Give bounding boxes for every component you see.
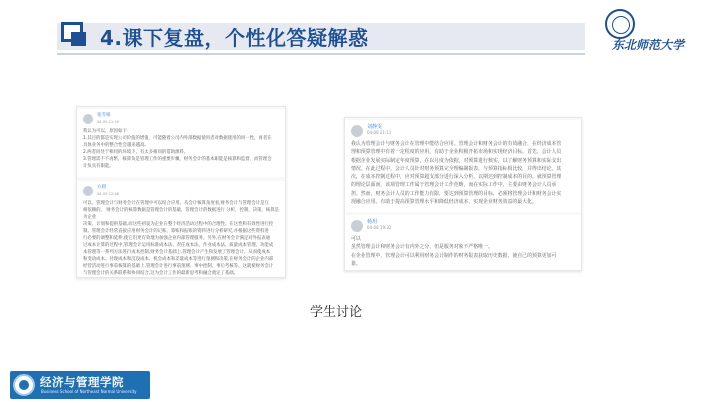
post-body: 我认为管理会计与财务会计在管理中能结合应用。管理会计和财务会计的有效融合，在经济成本管 理和预算管理中有着一定程度的应用，有助于企业积极开拓市场和实现经济目标。首先，会计人员 根据企业发展实际制定年度预算，在以月度为依据，对预算进行核实，以了解财务预算和实际支出 情况。在此过程中，会计人员针对财务预算完全理编制报表，与预算指标相比较，并得出结论。其 次，在成本控制过程中，应对预算超支部分进行深入分析，以期达到控制成本的目的。就预算管理 的理论层面而，该项管理工作属于管理会计工作范畴，而在实际工作中，主要由财务会计人员承 担。然而，财务会计人员的工作能力有限，要达到预算管理的目标，必须将管理会计和财务会计实 现融合应用。有助于提高预算管理水平和降低经济成本，实现企业财务效益的最大化。	[351, 141, 562, 206]
post-author: 方圆	[97, 185, 106, 190]
post-time: 04-08 21:11	[367, 130, 392, 135]
post-body: 我认为可以，原因如下： 1.其目的都是实现公司价值的增值，可能随着公司内外部数据使用者对数据使用的同一性，再者在 具体业务中的整合性会越来越高。 2.两者同处于相同的环境下，有太多相同的借助源料。 3.管理需不不再繁，核算负是管理工作的重要步骤，财务会计的基本职能是核算和监督，而管理会 计负具有职能。	[83, 129, 272, 169]
avatar	[83, 114, 93, 124]
discussion-screenshot-left	[76, 106, 286, 278]
university-name: 东北师范大学	[612, 38, 685, 52]
post-time: 04-08 19:32	[367, 225, 392, 230]
post-author: 杨玥	[367, 219, 378, 225]
school-name-english: Business School of Northeast Normal University	[41, 389, 137, 394]
avatar	[83, 186, 93, 196]
post-time: 04-09 12:48	[97, 192, 119, 196]
school-emblem-icon	[13, 374, 35, 396]
square-bullet-icon	[61, 22, 87, 46]
school-name: 经济与管理学院	[40, 375, 124, 389]
discussion-post	[345, 215, 581, 270]
avatar	[351, 125, 363, 137]
avatar	[351, 220, 363, 232]
post-author: 刘静雯	[367, 124, 383, 130]
discussion-post	[77, 109, 285, 177]
title-divider	[57, 53, 585, 55]
discussion-post	[77, 181, 285, 277]
discussion-post	[345, 120, 581, 212]
post-body: 可以 虽然管理会计和财务会计有内外之分，但是服务对象不严格唯一。 在企业管理中，管理会计可以利用财务会计制作的财务报表获取历史数据，使自己的预算更加可 靠。	[351, 236, 557, 267]
page-title: 4.课下复盘，个性化答疑解惑	[100, 26, 369, 50]
school-logo	[10, 371, 150, 399]
caption: 学生讨论	[310, 305, 363, 320]
post-time: 04-09 11:19	[97, 120, 119, 124]
post-body: 可以，管理会计与财务会计在管理中可以结合应用。从会计核算角度看,财务会计与管理会计是互 相依赖的。 财务会计的核算数据是管理会计的基础，管理会计的数据进行 分析，控制，决策，核算是为企业 决策、计划和提供基础,而这些初衷为企业在整个经济活动过程中的合理性。在这性和有效性进行控 制。管理会计经常直接应用财务会计的记账、算账和报账的资料进行分析研究,并根据这些资料进 行必要的调整和延伸,使它们更有效地为加强企业内部管理服务。另外,在财务会计满足对外报表通 过成本计算的过程中,管理会计运用标准成本法、责任成本法、作业成本法、质量成本管理、功能成 本管理等一系列方法进行成本控制,财务会计基础上,管理会计产生和发展了管理会计，从而使成本 和变动成本、付现成本和沉没成本、机会成本和差量成本等进行预测和决策,在财务会计的企业内部 经营活动进行事前核算的基础上,管理会计进行事前预测、事中控制、事后考核等。这就使财务会计 与管理会计的关系联系和协同结合,这为会计工作的最新思考和融合奠定了基础。	[83, 201, 279, 276]
discussion-screenshot-right	[344, 117, 582, 271]
post-author: 张雪娟	[97, 113, 111, 118]
